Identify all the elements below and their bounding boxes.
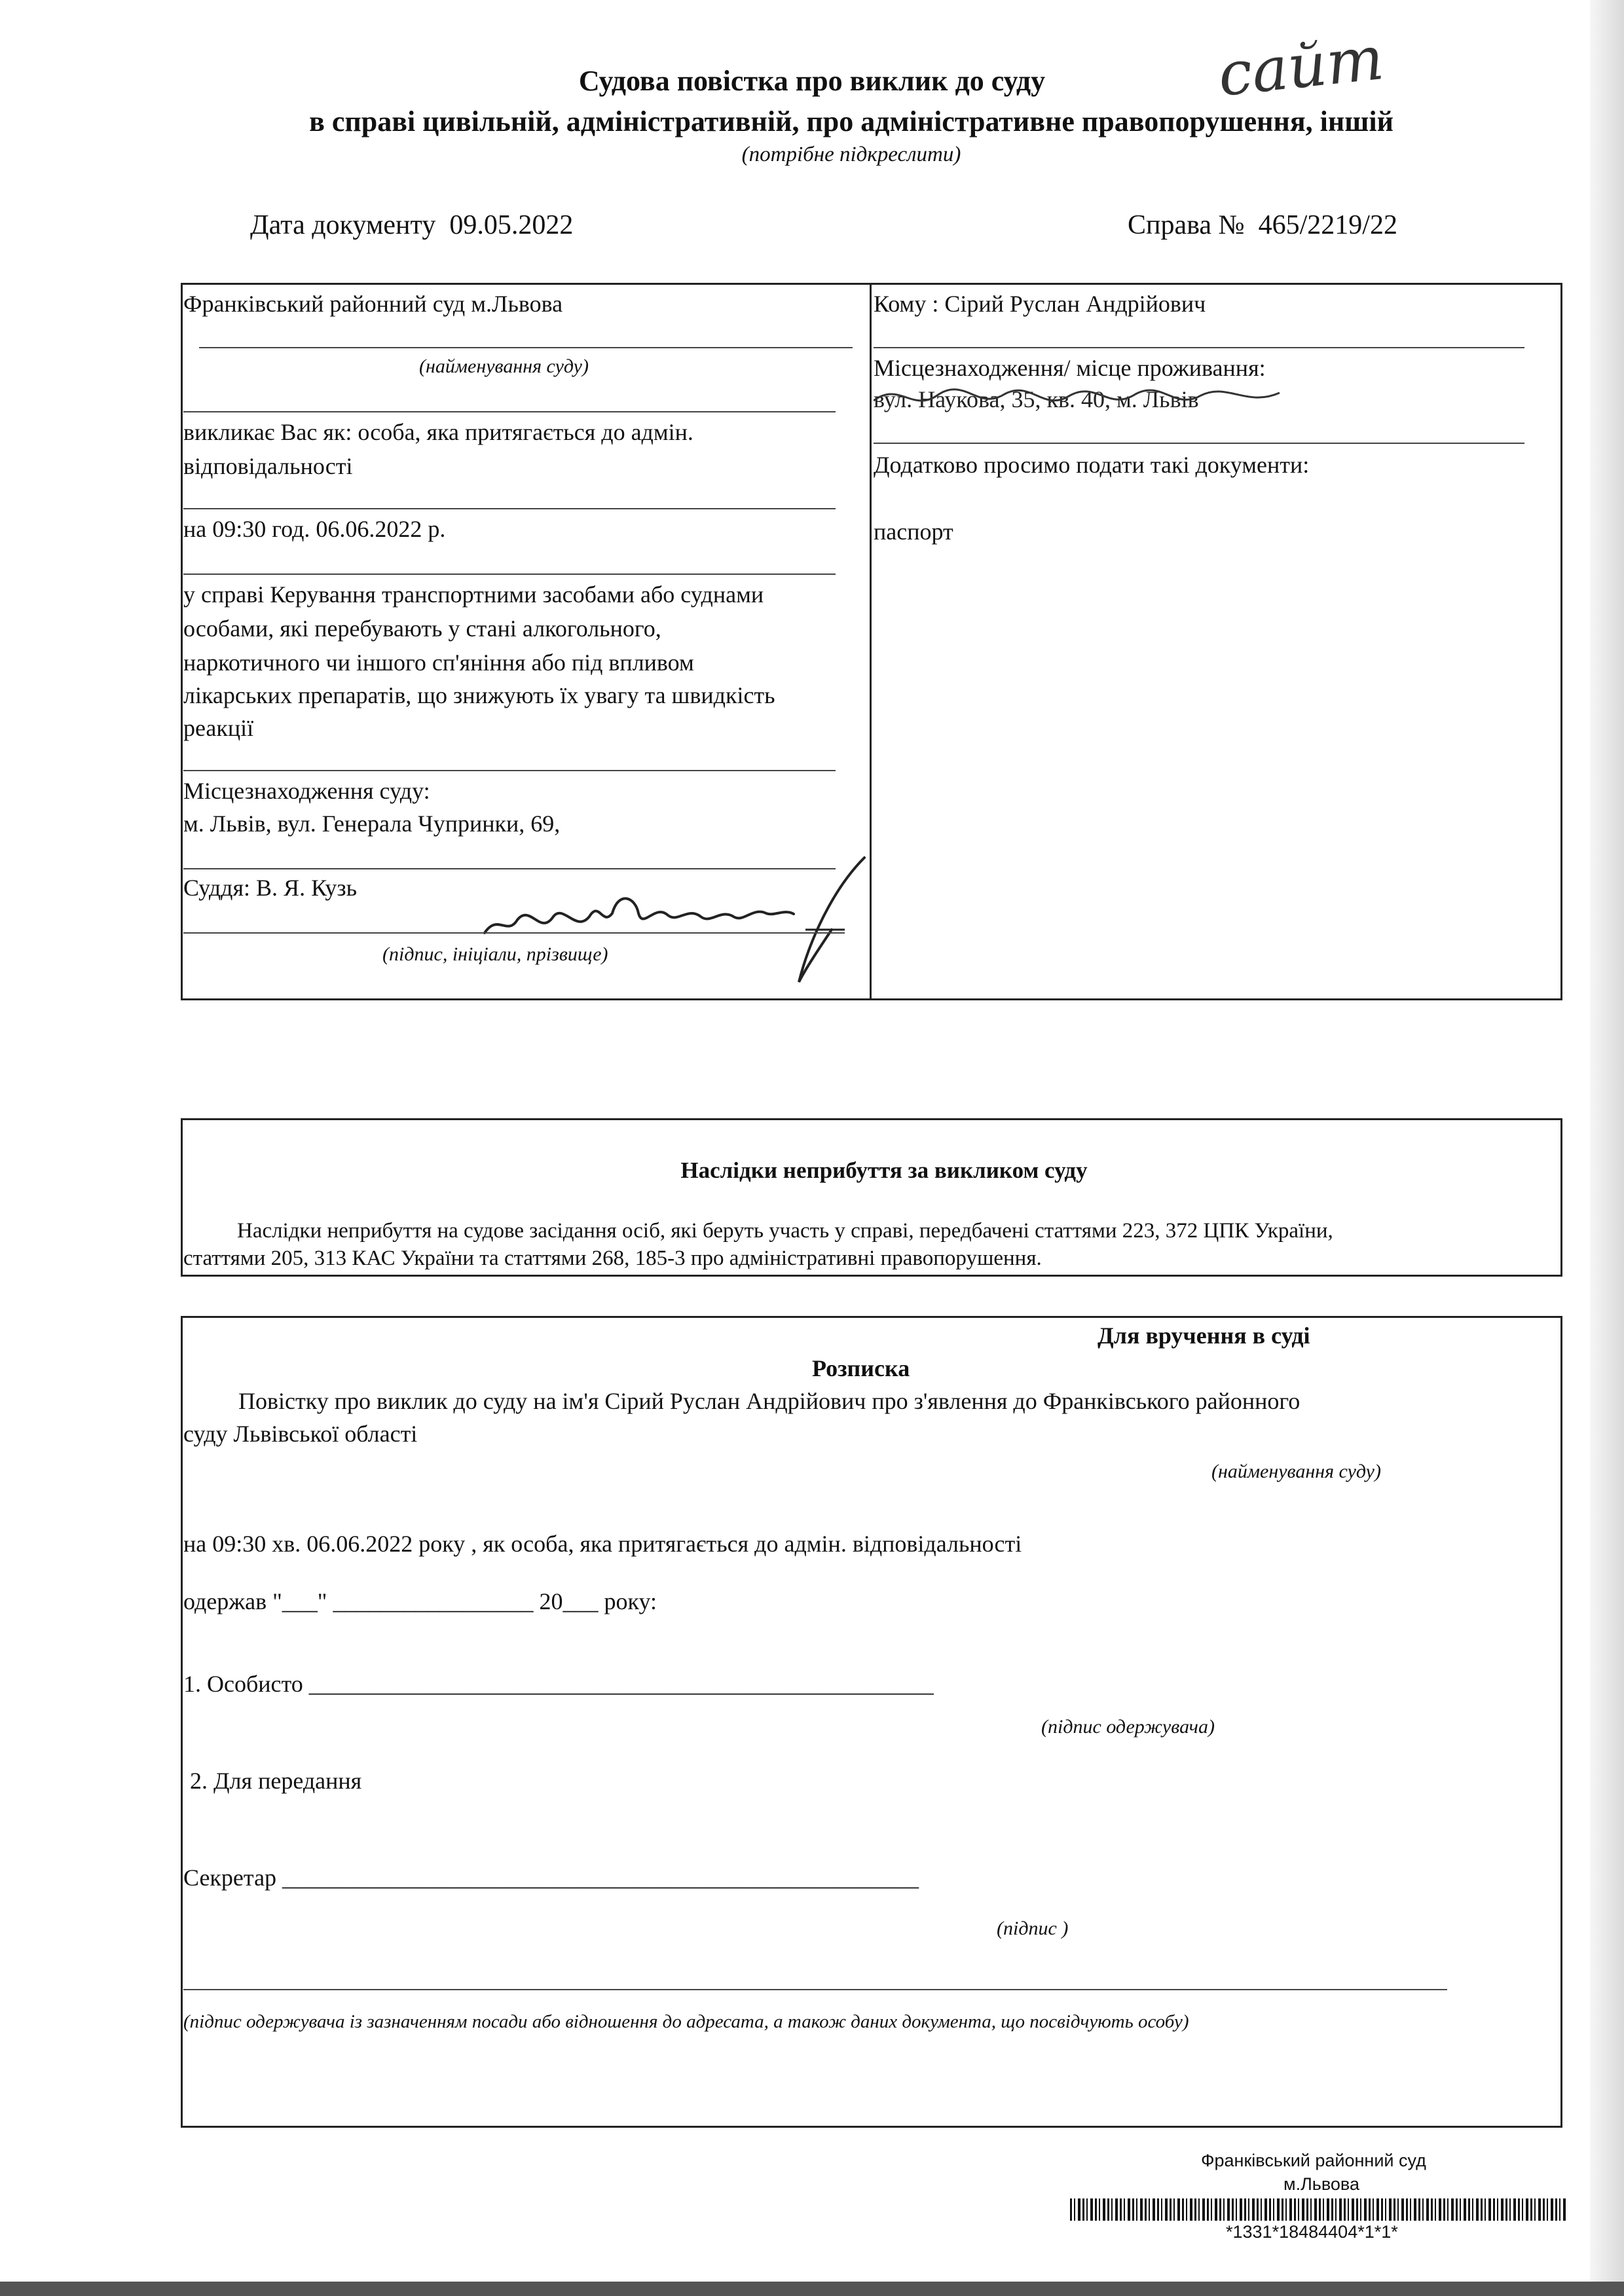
left-separator-2 xyxy=(183,508,836,509)
left-separator-1 xyxy=(183,411,836,412)
recipient-position-hint: (підпис одержувача із зазначенням посади або відношення до адресата, а також даних документа, що посвідчують особу) xyxy=(183,2011,1189,2032)
court-name-underline xyxy=(199,347,853,348)
left-separator-4 xyxy=(183,770,836,771)
recipient-underline xyxy=(874,347,1524,348)
left-separator-3 xyxy=(183,574,836,575)
case-subject-4: лікарських препаратів, що знижують їх увагу та швидкість xyxy=(183,682,775,708)
received-date-line: одержав "___" _________________ 20___ року: xyxy=(183,1588,657,1614)
title-hint: (потрібне підкреслити) xyxy=(741,143,961,166)
page-edge xyxy=(1590,0,1624,2296)
title-line-2: в справі цивільній, адміністративній, про адміністративне правопорушення, іншій xyxy=(309,105,1393,137)
footer-court-line-1: Франківський районний суд xyxy=(1201,2151,1426,2170)
barcode xyxy=(1070,2198,1568,2221)
case-subject-5: реакції xyxy=(183,715,254,741)
documents-value: паспорт xyxy=(874,519,953,545)
consequences-text-1: Наслідки неприбуття на судове засідання осіб, які беруть участь у справі, передбачені статтями 223, 372 ЦПК України, xyxy=(237,1219,1333,1243)
receipt-court-hint: (найменування суду) xyxy=(1211,1461,1381,1482)
recipient-position-underline xyxy=(183,1989,1447,1990)
receipt-line-2: суду Львівської області xyxy=(183,1421,418,1447)
date-value: 09.05.2022 xyxy=(449,210,574,240)
court-name: Франківський районний суд м.Львова xyxy=(183,291,563,317)
barcode-text: *1331*18484404*1*1* xyxy=(1226,2222,1398,2242)
court-location-value: м. Львів, вул. Генерала Чупринки, 69, xyxy=(183,811,561,837)
case-subject-2: особами, які перебувають у стані алкогольного, xyxy=(183,615,661,642)
receipt-title: Розписка xyxy=(812,1355,910,1381)
address-underline xyxy=(874,443,1524,444)
address-label: Місцезнаходження/ місце проживання: xyxy=(874,355,1266,381)
receipt-line-1: Повістку про виклик до суду на ім'я Сірий Руслан Андрійович про з'явлення до Франківського районного xyxy=(238,1388,1301,1414)
documents-label: Додатково просимо подати такі документи: xyxy=(874,452,1310,478)
consequences-title: Наслідки неприбуття за викликом суду xyxy=(680,1157,1088,1183)
title-line-1: Судова повістка про виклик до суду xyxy=(578,65,1046,97)
date-label: Дата документу xyxy=(250,210,436,240)
document-date xyxy=(250,208,573,242)
judge-name: Суддя: В. Я. Кузь xyxy=(183,875,358,901)
case-value: 465/2219/22 xyxy=(1258,210,1397,240)
hearing-time: на 09:30 год. 06.06.2022 р. xyxy=(183,516,446,542)
case-label: Справа № xyxy=(1128,210,1245,240)
for-transfer-line: 2. Для передання xyxy=(190,1768,362,1794)
summons-role-2: відповідальності xyxy=(183,453,353,479)
address-value: вул. Наукова, 35, кв. 40, м. Львів xyxy=(874,386,1199,412)
secretary-line: Секретар ______________________________________________________ xyxy=(183,1865,919,1891)
case-subject-3: наркотичного чи іншого сп'яніння або під впливом xyxy=(183,649,694,676)
footer-court-line-2: м.Львова xyxy=(1283,2174,1359,2194)
consequences-text-2: статтями 205, 313 КАС України та статтями 268, 185-3 про адміністративні правопорушення. xyxy=(183,1247,1042,1270)
signature-hint: (підпис, ініціали, прізвище) xyxy=(382,943,608,965)
personally-line: 1. Особисто _____________________________________________________ xyxy=(183,1671,934,1697)
handwritten-note: сайт xyxy=(1215,23,1387,110)
for-court-label: Для вручення в суді xyxy=(1098,1322,1310,1349)
court-name-hint: (найменування суду) xyxy=(419,355,589,377)
address-scribble xyxy=(874,374,1293,420)
recipient-name: Кому : Сірий Руслан Андрійович xyxy=(874,291,1206,317)
page-bottom-edge xyxy=(0,2282,1624,2296)
summons-role-1: викликає Вас як: особа, яка притягається до адмін. xyxy=(183,419,693,445)
court-location-label: Місцезнаходження суду: xyxy=(183,778,430,804)
signature-underline xyxy=(183,932,845,934)
recipient-sign-hint: (підпис одержувача) xyxy=(1041,1716,1215,1738)
case-number xyxy=(1128,208,1397,242)
secretary-sign-hint: (підпис ) xyxy=(997,1918,1069,1939)
receipt-time-line: на 09:30 хв. 06.06.2022 року , як особа, яка притягається до адмін. відповідальності xyxy=(183,1531,1022,1557)
case-subject-1: у справі Керування транспортними засобами або суднами xyxy=(183,581,764,608)
